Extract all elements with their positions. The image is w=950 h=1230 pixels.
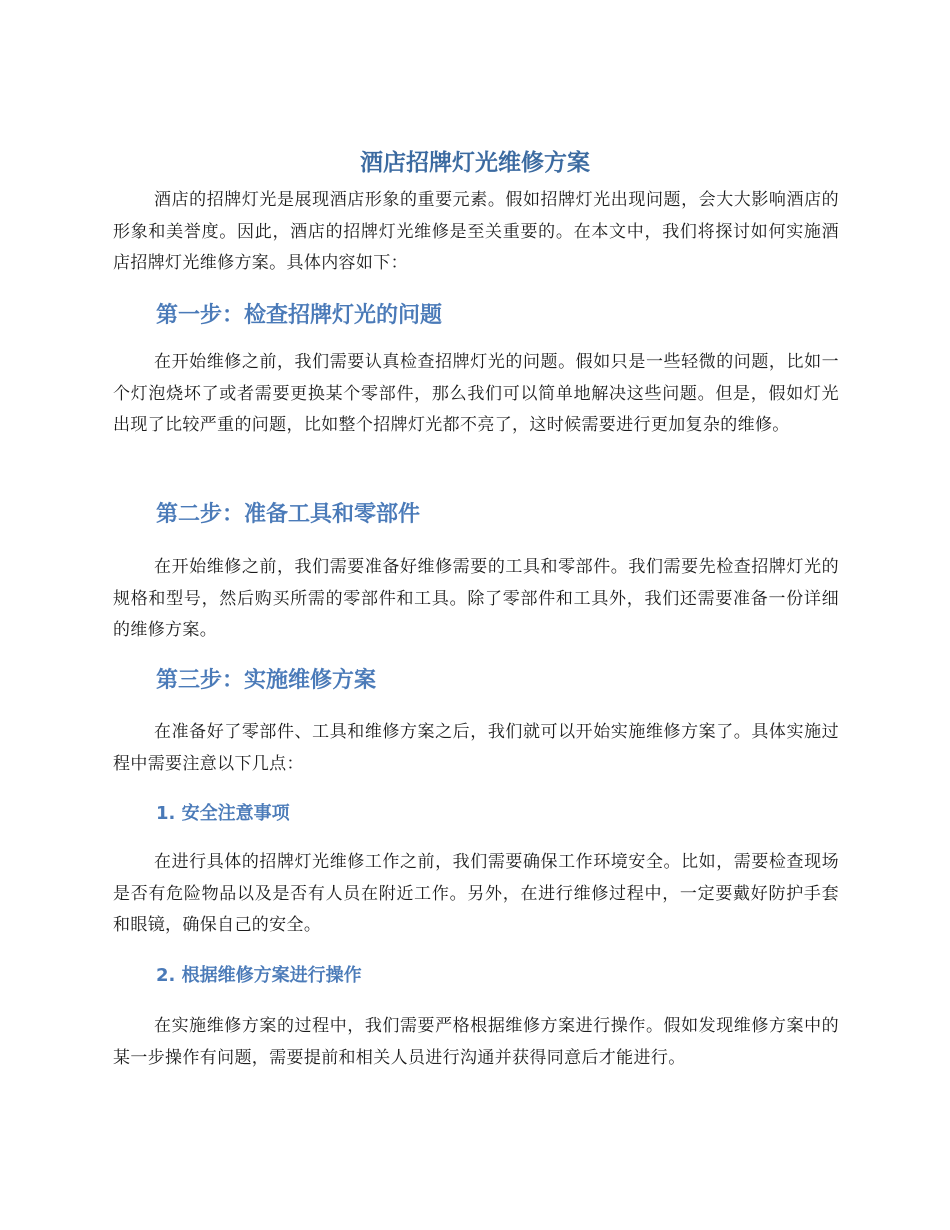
step1-paragraph: 在开始维修之前，我们需要认真检查招牌灯光的问题。假如只是一些轻微的问题，比如一个灯泡烧坏了或者需要更换某个零部件，那么我们可以简单地解决这些问题。但是，假如灯光出现了比较严重的问题，比如整个招牌灯光都不亮了，这时候需要进行更加复杂的维修。: [113, 352, 839, 435]
step1-heading: 第一步：检查招牌灯光的问题: [156, 303, 443, 328]
point2-heading: 2. 根据维修方案进行操作: [156, 965, 362, 986]
step2-heading: 第二步：准备工具和零部件: [156, 502, 421, 527]
point2-paragraph: 在实施维修方案的过程中，我们需要严格根据维修方案进行操作。假如发现维修方案中的某一步操作有问题，需要提前和相关人员进行沟通并获得同意后才能进行。: [113, 1016, 839, 1068]
intro-paragraph: 酒店的招牌灯光是展现酒店形象的重要元素。假如招牌灯光出现问题，会大大影响酒店的形象和美誉度。因此，酒店的招牌灯光维修是至关重要的。在本文中，我们将探讨如何实施酒店招牌灯光维修方案。具体内容如下：: [113, 190, 839, 273]
step2-paragraph: 在开始维修之前，我们需要准备好维修需要的工具和零部件。我们需要先检查招牌灯光的规格和型号，然后购买所需的零部件和工具。除了零部件和工具外，我们还需要准备一份详细的维修方案。: [113, 557, 839, 640]
step3-heading: 第三步：实施维修方案: [156, 668, 377, 693]
point1-paragraph: 在进行具体的招牌灯光维修工作之前，我们需要确保工作环境安全。比如，需要检查现场是否有危险物品以及是否有人员在附近工作。另外，在进行维修过程中，一定要戴好防护手套和眼镜，确保自己的安全。: [113, 852, 839, 935]
step3-paragraph: 在准备好了零部件、工具和维修方案之后，我们就可以开始实施维修方案了。具体实施过程中需要注意以下几点：: [113, 722, 839, 774]
document-title: 酒店招牌灯光维修方案: [360, 150, 590, 176]
point1-heading: 1. 安全注意事项: [156, 803, 290, 824]
